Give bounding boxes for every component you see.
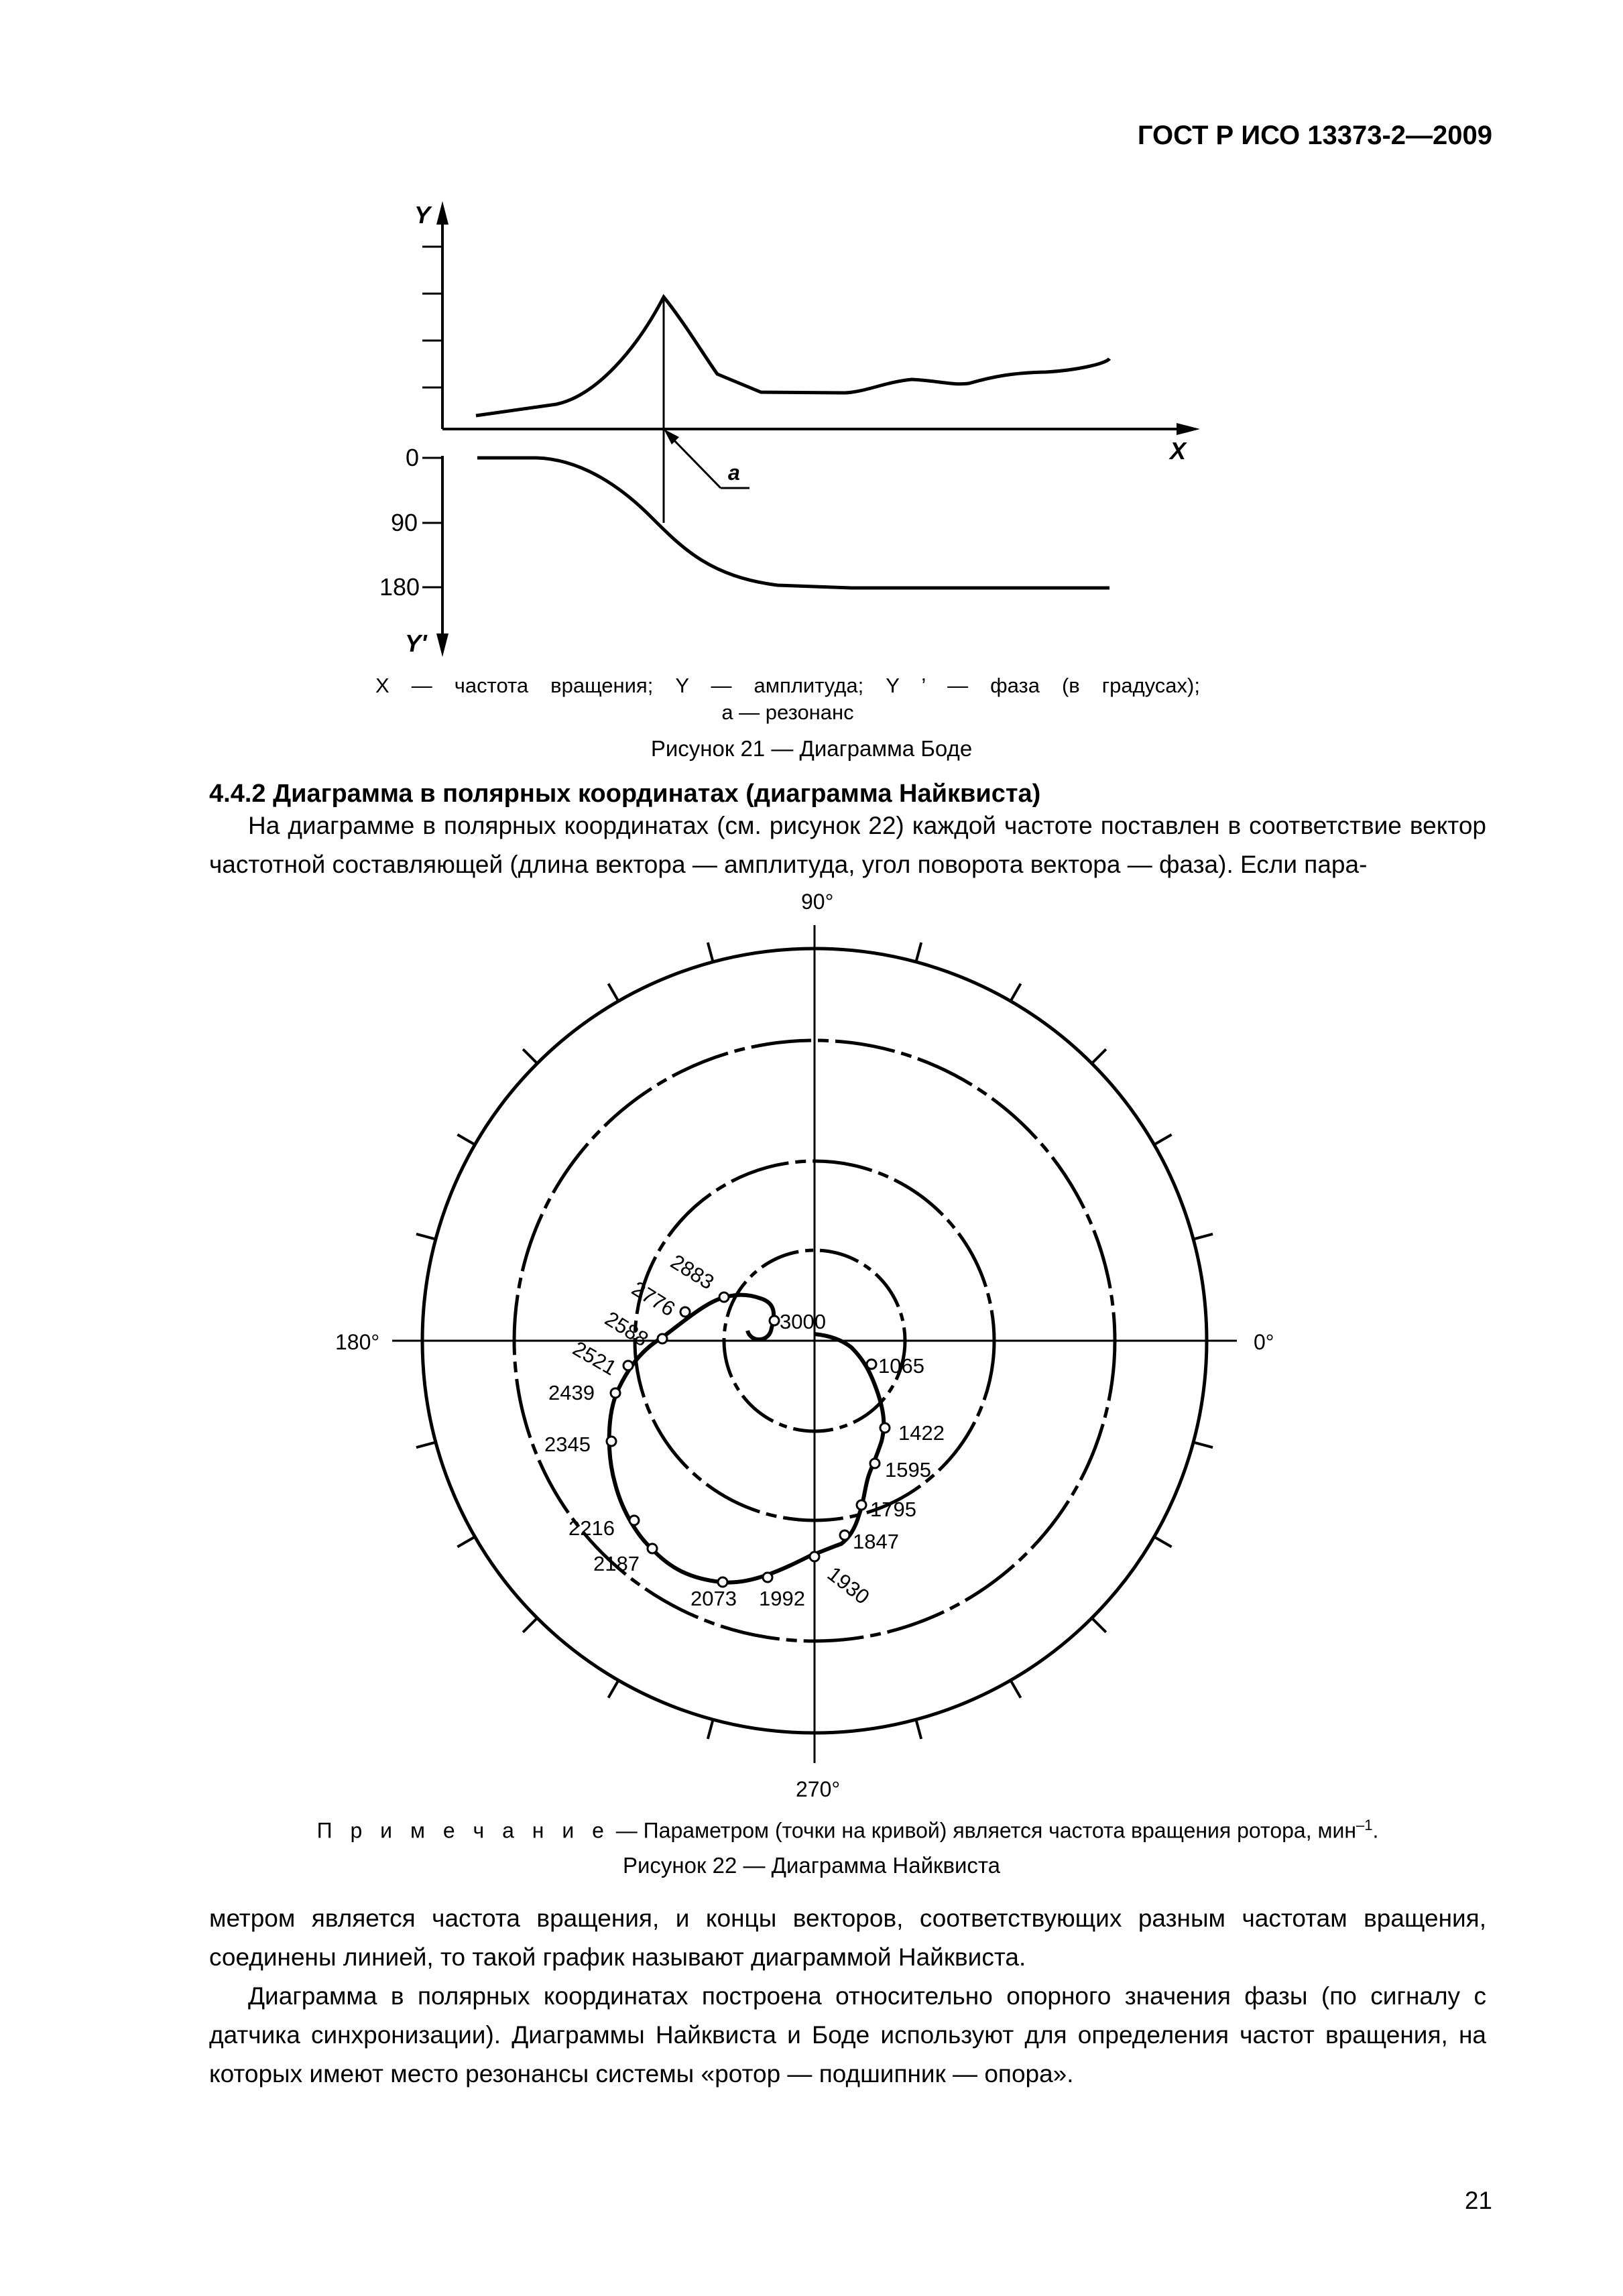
data-point <box>607 1437 616 1446</box>
page-number: 21 <box>1464 2187 1492 2214</box>
outer-tick <box>1092 1049 1106 1063</box>
outer-tick <box>708 943 713 962</box>
nyquist-note <box>209 1817 1486 1844</box>
angle-180: 180° <box>335 1330 380 1354</box>
outer-tick <box>523 1618 537 1632</box>
note-sup: –1 <box>1356 1817 1373 1833</box>
y-axis-arrow-icon <box>436 201 448 225</box>
phase-curve <box>477 458 1109 588</box>
point-label: 1930 <box>823 1561 874 1609</box>
pointer-leader <box>668 434 721 488</box>
phase-tick-180: 180 <box>379 573 420 601</box>
data-point <box>719 1292 729 1302</box>
point-label: 1595 <box>885 1458 931 1482</box>
outer-tick <box>457 1135 475 1145</box>
point-label: 2216 <box>568 1516 615 1540</box>
data-point <box>870 1459 880 1468</box>
outer-tick <box>708 1719 713 1739</box>
outer-tick <box>1154 1135 1172 1145</box>
point-label: 2776 <box>627 1276 680 1321</box>
document-header: ГОСТ Р ИСО 13373-2—2009 <box>1137 121 1492 150</box>
paragraph-3: Диаграмма в полярных координатах построена относительно опорного значения фазы (по сигналу с датчика синхронизации). Диаграммы Найквиста и Боде используют для определения частот вращения, на которых имеют место резонансы системы «ротор — подшипник — опора». <box>209 1982 1486 2088</box>
outer-tick <box>416 1234 436 1240</box>
outer-tick <box>1193 1234 1213 1240</box>
data-point <box>718 1577 727 1587</box>
y-axis-ticks <box>422 247 442 387</box>
data-point <box>880 1423 890 1433</box>
y-axis-label: Y <box>414 201 431 229</box>
outer-tick <box>1011 1681 1021 1698</box>
phase-axis-arrow-icon <box>436 633 448 657</box>
angle-0: 0° <box>1254 1330 1274 1354</box>
data-point <box>623 1361 633 1370</box>
angle-90: 90° <box>801 890 834 914</box>
phase-axis-label: Y' <box>405 629 427 657</box>
phase-axis-ticks <box>422 458 442 587</box>
figure-21-caption: Рисунок 21 — Диаграмма Боде <box>650 736 973 761</box>
note-end: . <box>1372 1818 1379 1843</box>
bode-diagram <box>422 201 1200 657</box>
outer-tick <box>1193 1442 1213 1447</box>
data-point <box>840 1530 849 1540</box>
data-point <box>611 1388 620 1398</box>
data-point <box>867 1360 876 1369</box>
point-label: 1422 <box>898 1421 945 1445</box>
outer-tick <box>1011 983 1021 1001</box>
outer-tick <box>457 1537 475 1547</box>
data-point <box>629 1516 639 1525</box>
point-label: 2345 <box>544 1433 591 1456</box>
note-text: — Параметром (точки на кривой) является частота вращения ротора, мин <box>609 1818 1357 1843</box>
figure-22-caption: Рисунок 22 — Диаграмма Найквиста <box>622 1853 1001 1878</box>
outer-tick <box>1154 1537 1172 1547</box>
bode-legend-line-1: X — частота вращения; Y — амплитуда; Y ’ — фаза (в градусах); <box>375 674 1200 697</box>
amplitude-curve <box>476 297 1109 416</box>
x-axis-arrow-icon <box>1177 423 1200 435</box>
point-label: 2883 <box>666 1250 719 1294</box>
data-point <box>763 1573 772 1582</box>
paragraph-1: На диаграмме в полярных координатах (см. рисунок 22) каждой частоте поставлен в соответствие вектор частотной составляющей (длина вектора — амплитуда, угол поворота вектора — фаза). Если пара- <box>209 812 1486 878</box>
point-label: 1992 <box>759 1587 805 1610</box>
data-point <box>658 1334 667 1343</box>
data-point <box>648 1544 657 1553</box>
outer-tick <box>416 1442 436 1447</box>
outer-tick <box>916 1719 921 1739</box>
paragraph-2: метром является частота вращения, и концы векторов, соответствующих разным частотам вращения, соединены линией, то такой график называют диаграммой Найквиста. <box>209 1905 1486 1971</box>
phase-tick-90: 90 <box>391 509 418 536</box>
bode-legend-line-2: a — резонанс <box>721 701 854 724</box>
outer-tick <box>1092 1618 1106 1632</box>
data-point <box>857 1500 866 1510</box>
point-label: 2521 <box>568 1336 621 1380</box>
nyquist-points <box>607 1292 890 1587</box>
point-label: 2588 <box>601 1307 653 1351</box>
nyquist-diagram <box>392 925 1237 1763</box>
point-label: 1847 <box>853 1530 899 1553</box>
phase-tick-0: 0 <box>406 444 420 471</box>
outer-tick <box>609 1681 619 1698</box>
data-point <box>680 1307 690 1317</box>
point-label: 1795 <box>870 1498 916 1521</box>
point-label: 2439 <box>548 1381 595 1404</box>
point-label: 3000 <box>780 1310 826 1333</box>
outer-tick <box>523 1049 537 1063</box>
point-label: 2073 <box>690 1587 737 1610</box>
data-point <box>770 1316 779 1325</box>
point-label: 1065 <box>878 1354 924 1378</box>
angle-270: 270° <box>796 1777 841 1801</box>
pointer-label: a <box>728 461 740 485</box>
note-prefix: П р и м е ч а н и е <box>316 1818 610 1843</box>
point-label: 2187 <box>593 1552 640 1575</box>
outer-tick <box>609 983 619 1001</box>
section-heading: 4.4.2 Диаграмма в полярных координатах (диаграмма Найквиста) <box>209 780 1041 808</box>
nyquist-labels <box>335 890 1274 1801</box>
outer-tick <box>916 943 921 962</box>
data-point <box>810 1552 819 1561</box>
x-axis-label: X <box>1170 437 1187 465</box>
